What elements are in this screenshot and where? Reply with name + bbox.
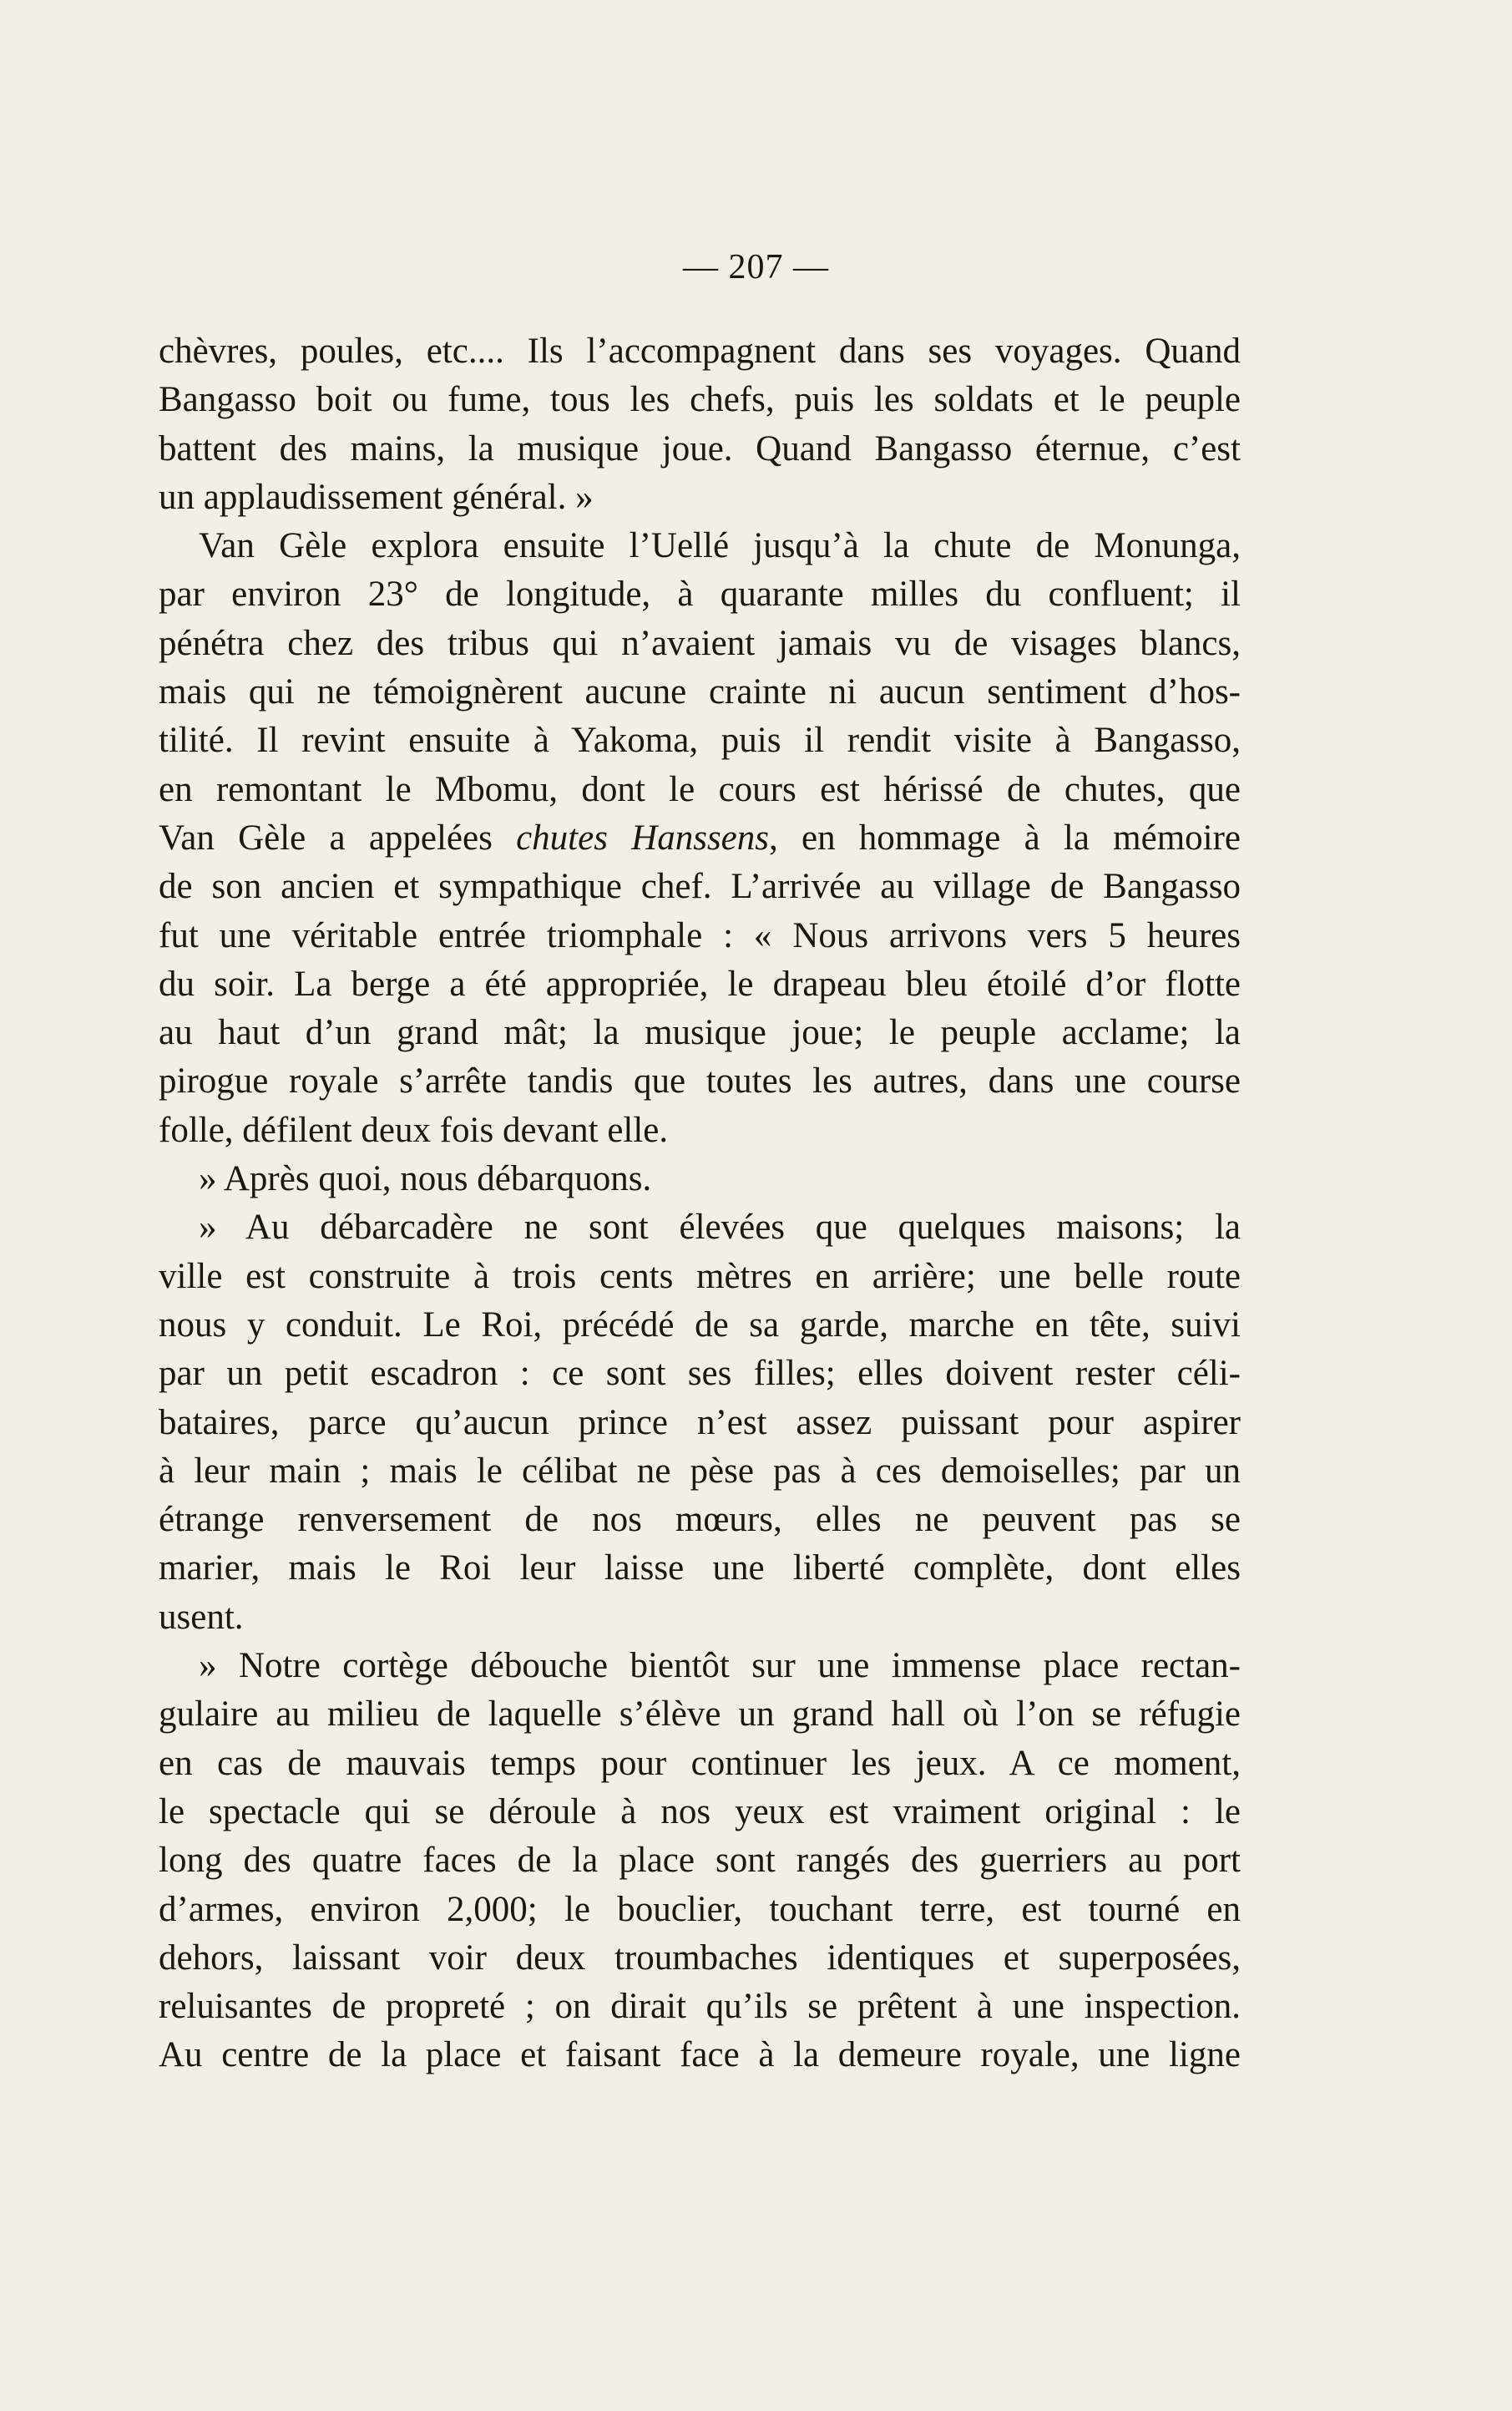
text-line: ville est construite à trois cents mètres en arrière; une belle route (159, 1256, 1241, 1296)
text-line: tilité. Il revint ensuite à Yakoma, puis il rendit visite à Bangasso, (159, 721, 1241, 761)
text-line: Bangasso boit ou fume, tous les chefs, puis les soldats et le peuple (159, 380, 1241, 420)
text-line: Van Gèle explora ensuite l’Uellé jusqu’à la chute de Monunga, (199, 526, 1241, 566)
text-line: le spectacle qui se déroule à nos yeux est vraiment original : le (159, 1791, 1241, 1831)
text-line: par environ 23° de longitude, à quarante milles du confluent; il (159, 575, 1241, 615)
text-line: en remontant le Mbomu, dont le cours est hérissé de chutes, que (159, 769, 1241, 809)
body-text (159, 327, 1241, 2080)
text-line: » Au débarcadère ne sont élevées que quelques maisons; la (199, 1208, 1241, 1248)
text-line: pirogue royale s’arrête tandis que toutes les autres, dans une course (159, 1061, 1241, 1102)
text-line: de son ancien et sympathique chef. L’arrivée au village de Bangasso (159, 867, 1241, 907)
text-line: bataires, parce qu’aucun prince n’est assez puissant pour aspirer (159, 1402, 1241, 1442)
text-line: fut une véritable entrée triomphale : « Nous arrivons vers 5 heures (159, 915, 1241, 955)
text-line: du soir. La berge a été appropriée, le drapeau bleu étoilé d’or flotte (159, 964, 1241, 1004)
text-line: long des quatre faces de la place sont rangés des guerriers au port (159, 1841, 1241, 1881)
text-line: mais qui ne témoignèrent aucune crainte ni aucun sentiment d’hos- (159, 672, 1241, 712)
text-line: battent des mains, la musique joue. Quand Bangasso éternue, c’est (159, 428, 1241, 469)
text-line: étrange renversement de nos mœurs, elles ne peuvent pas se (159, 1500, 1241, 1540)
text-line: un applaudissement général. » (159, 477, 594, 517)
text-segment: , en hommage à la mémoire (769, 818, 1241, 858)
text-line: dehors, laissant voir deux troumbaches identiques et superposées, (159, 1937, 1241, 1978)
text-line: d’armes, environ 2,000; le bouclier, touchant terre, est tourné en (159, 1889, 1241, 1929)
text-line: reluisantes de propreté ; on dirait qu’ils se prêtent à une inspection. (159, 1987, 1241, 2027)
italic-segment: chutes Hanssens (516, 818, 769, 858)
text-line: » Après quoi, nous débarquons. (199, 1159, 652, 1199)
text-line (159, 814, 1241, 863)
text-line: nous y conduit. Le Roi, précédé de sa garde, marche en tête, suivi (159, 1304, 1241, 1345)
text-line: gulaire au milieu de laquelle s’élève un grand hall où l’on se réfugie (159, 1694, 1241, 1735)
text-line: à leur main ; mais le célibat ne pèse pas à ces demoiselles; par un (159, 1451, 1241, 1491)
text-line: Au centre de la place et faisant face à la demeure royale, une ligne (159, 2035, 1241, 2075)
text-line: » Notre cortège débouche bientôt sur une immense place rectan- (199, 1646, 1241, 1686)
text-line: chèvres, poules, etc.... Ils l’accompagnent dans ses voyages. Quand (159, 332, 1241, 371)
text-line: au haut d’un grand mât; la musique joue; le peuple acclame; la (159, 1013, 1241, 1053)
text-line: par un petit escadron : ce sont ses filles; elles doivent rester céli- (159, 1354, 1241, 1394)
text-segment: Van Gèle a appelées (159, 818, 517, 858)
text-line: marier, mais le Roi leur laisse une liberté complète, dont elles (159, 1548, 1241, 1588)
text-line: pénétra chez des tribus qui n’avaient jamais vu de visages blancs, (159, 623, 1241, 663)
page-number: — 207 — (683, 248, 829, 286)
text-line: usent. (159, 1597, 244, 1637)
text-line: folle, défilent deux fois devant elle. (159, 1110, 669, 1150)
text-line: en cas de mauvais temps pour continuer les jeux. A ce moment, (159, 1743, 1241, 1783)
